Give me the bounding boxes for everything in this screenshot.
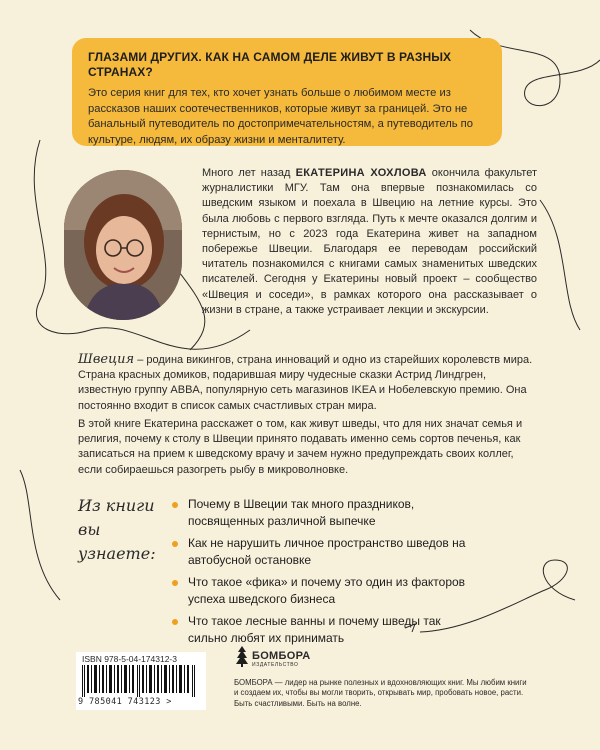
bullet-dot-icon bbox=[172, 541, 178, 547]
list-item bbox=[172, 496, 472, 530]
learn-list bbox=[172, 496, 472, 652]
publisher-subtitle: ИЗДАТЕЛЬСТВО bbox=[252, 662, 299, 668]
sweden-script-word: Швеция bbox=[78, 352, 135, 367]
publisher-logo bbox=[234, 644, 311, 674]
learn-heading: Из книги вы узнаете: bbox=[78, 496, 156, 563]
author-bio-intro: Много лет назад bbox=[202, 167, 296, 179]
list-item-text: Почему в Швеции так много праздников, посвященных различной выпечке bbox=[188, 497, 415, 528]
list-item bbox=[172, 535, 472, 569]
list-item-text: Что такое «фика» и почему это один из факторов успеха шведского бизнеса bbox=[188, 575, 466, 606]
list-item-text: Что такое лесные ванны и почему шведы так сильно любят их принимать bbox=[188, 614, 441, 645]
list-item bbox=[172, 574, 472, 608]
sweden-paragraph bbox=[78, 352, 533, 414]
author-bio-text: окончила факультет журналистики МГУ. Там она впервые познакомилась со шведским языком и поехала в Швецию на летние курсы. Это была любовь с первого взгляда. Путь к мечте оказался долгим и тернистым, но с 2023 года Екатерина живет на западном побережье Швеции. Благодаря ее переводам российский читатель познакомился с книгами самых знаменитых шведских писателей. Сегодня у Екатерины новый проект – сообщество «Швеция и соседи», в рамках которого она рассказывает о жизни в стране, а также устраивает лекции и экскурсии. bbox=[202, 167, 537, 316]
publisher-logo-icon bbox=[234, 644, 250, 668]
sweden-text: – родина викингов, страна инноваций и одно из старейших королевств мира. Страна красных домиков, подарившая миру чудесные сказки Астрид Линдгрен, известную группу ABBA, популярную сеть магазинов IKEA и Нобелевскую премию. Она постоянно входит в список самых счастливых стран мира. bbox=[78, 354, 533, 412]
barcode-block bbox=[76, 652, 206, 710]
publisher-name: БОМБОРА bbox=[252, 650, 311, 662]
publisher-description: БОМБОРА — лидер на рынке полезных и вдохновляющих книг. Мы любим книги и создаем их, чтобы вы могли творить, открывать мир, пробовать новое, расти. Быть счастливыми. Быть на волне. bbox=[234, 678, 527, 708]
author-photo-icon bbox=[64, 170, 182, 320]
author-portrait bbox=[64, 170, 182, 320]
bullet-dot-icon bbox=[172, 502, 178, 508]
list-item-text: Как не нарушить личное пространство шведов на автобусной остановке bbox=[188, 536, 466, 567]
series-info-box bbox=[72, 38, 502, 146]
author-bio bbox=[202, 166, 537, 318]
series-description: Это серия книг для тех, кто хочет узнать больше о любимом месте из рассказов наших соотечественников, которые живут за границей. Это не банальный путеводитель по достопримечательностям, а путеводитель по культуре, людям, их образу жизни и менталитету. bbox=[88, 87, 473, 146]
list-item bbox=[172, 613, 472, 647]
book-description: В этой книге Екатерина расскажет о том, как живут шведы, что для них значат семья и религия, почему к столу в Швеции принято подавать именно семь сортов печенья, как записаться на прием к шведскому врачу и зачем нужно предупреждать своих коллег, если собираешься разогреть рыбу в микроволновке. bbox=[78, 418, 523, 476]
barcode-number: 9 785041 743123 > bbox=[78, 697, 172, 707]
author-name: ЕКАТЕРИНА ХОХЛОВА bbox=[295, 167, 427, 179]
series-title: ГЛАЗАМИ ДРУГИХ. КАК НА САМОМ ДЕЛЕ ЖИВУТ В РАЗНЫХ СТРАНАХ? bbox=[88, 50, 452, 79]
bullet-dot-icon bbox=[172, 619, 178, 625]
barcode-icon bbox=[82, 665, 200, 697]
isbn-label: ISBN 978-5-04-174312-3 bbox=[82, 654, 177, 664]
bullet-dot-icon bbox=[172, 580, 178, 586]
